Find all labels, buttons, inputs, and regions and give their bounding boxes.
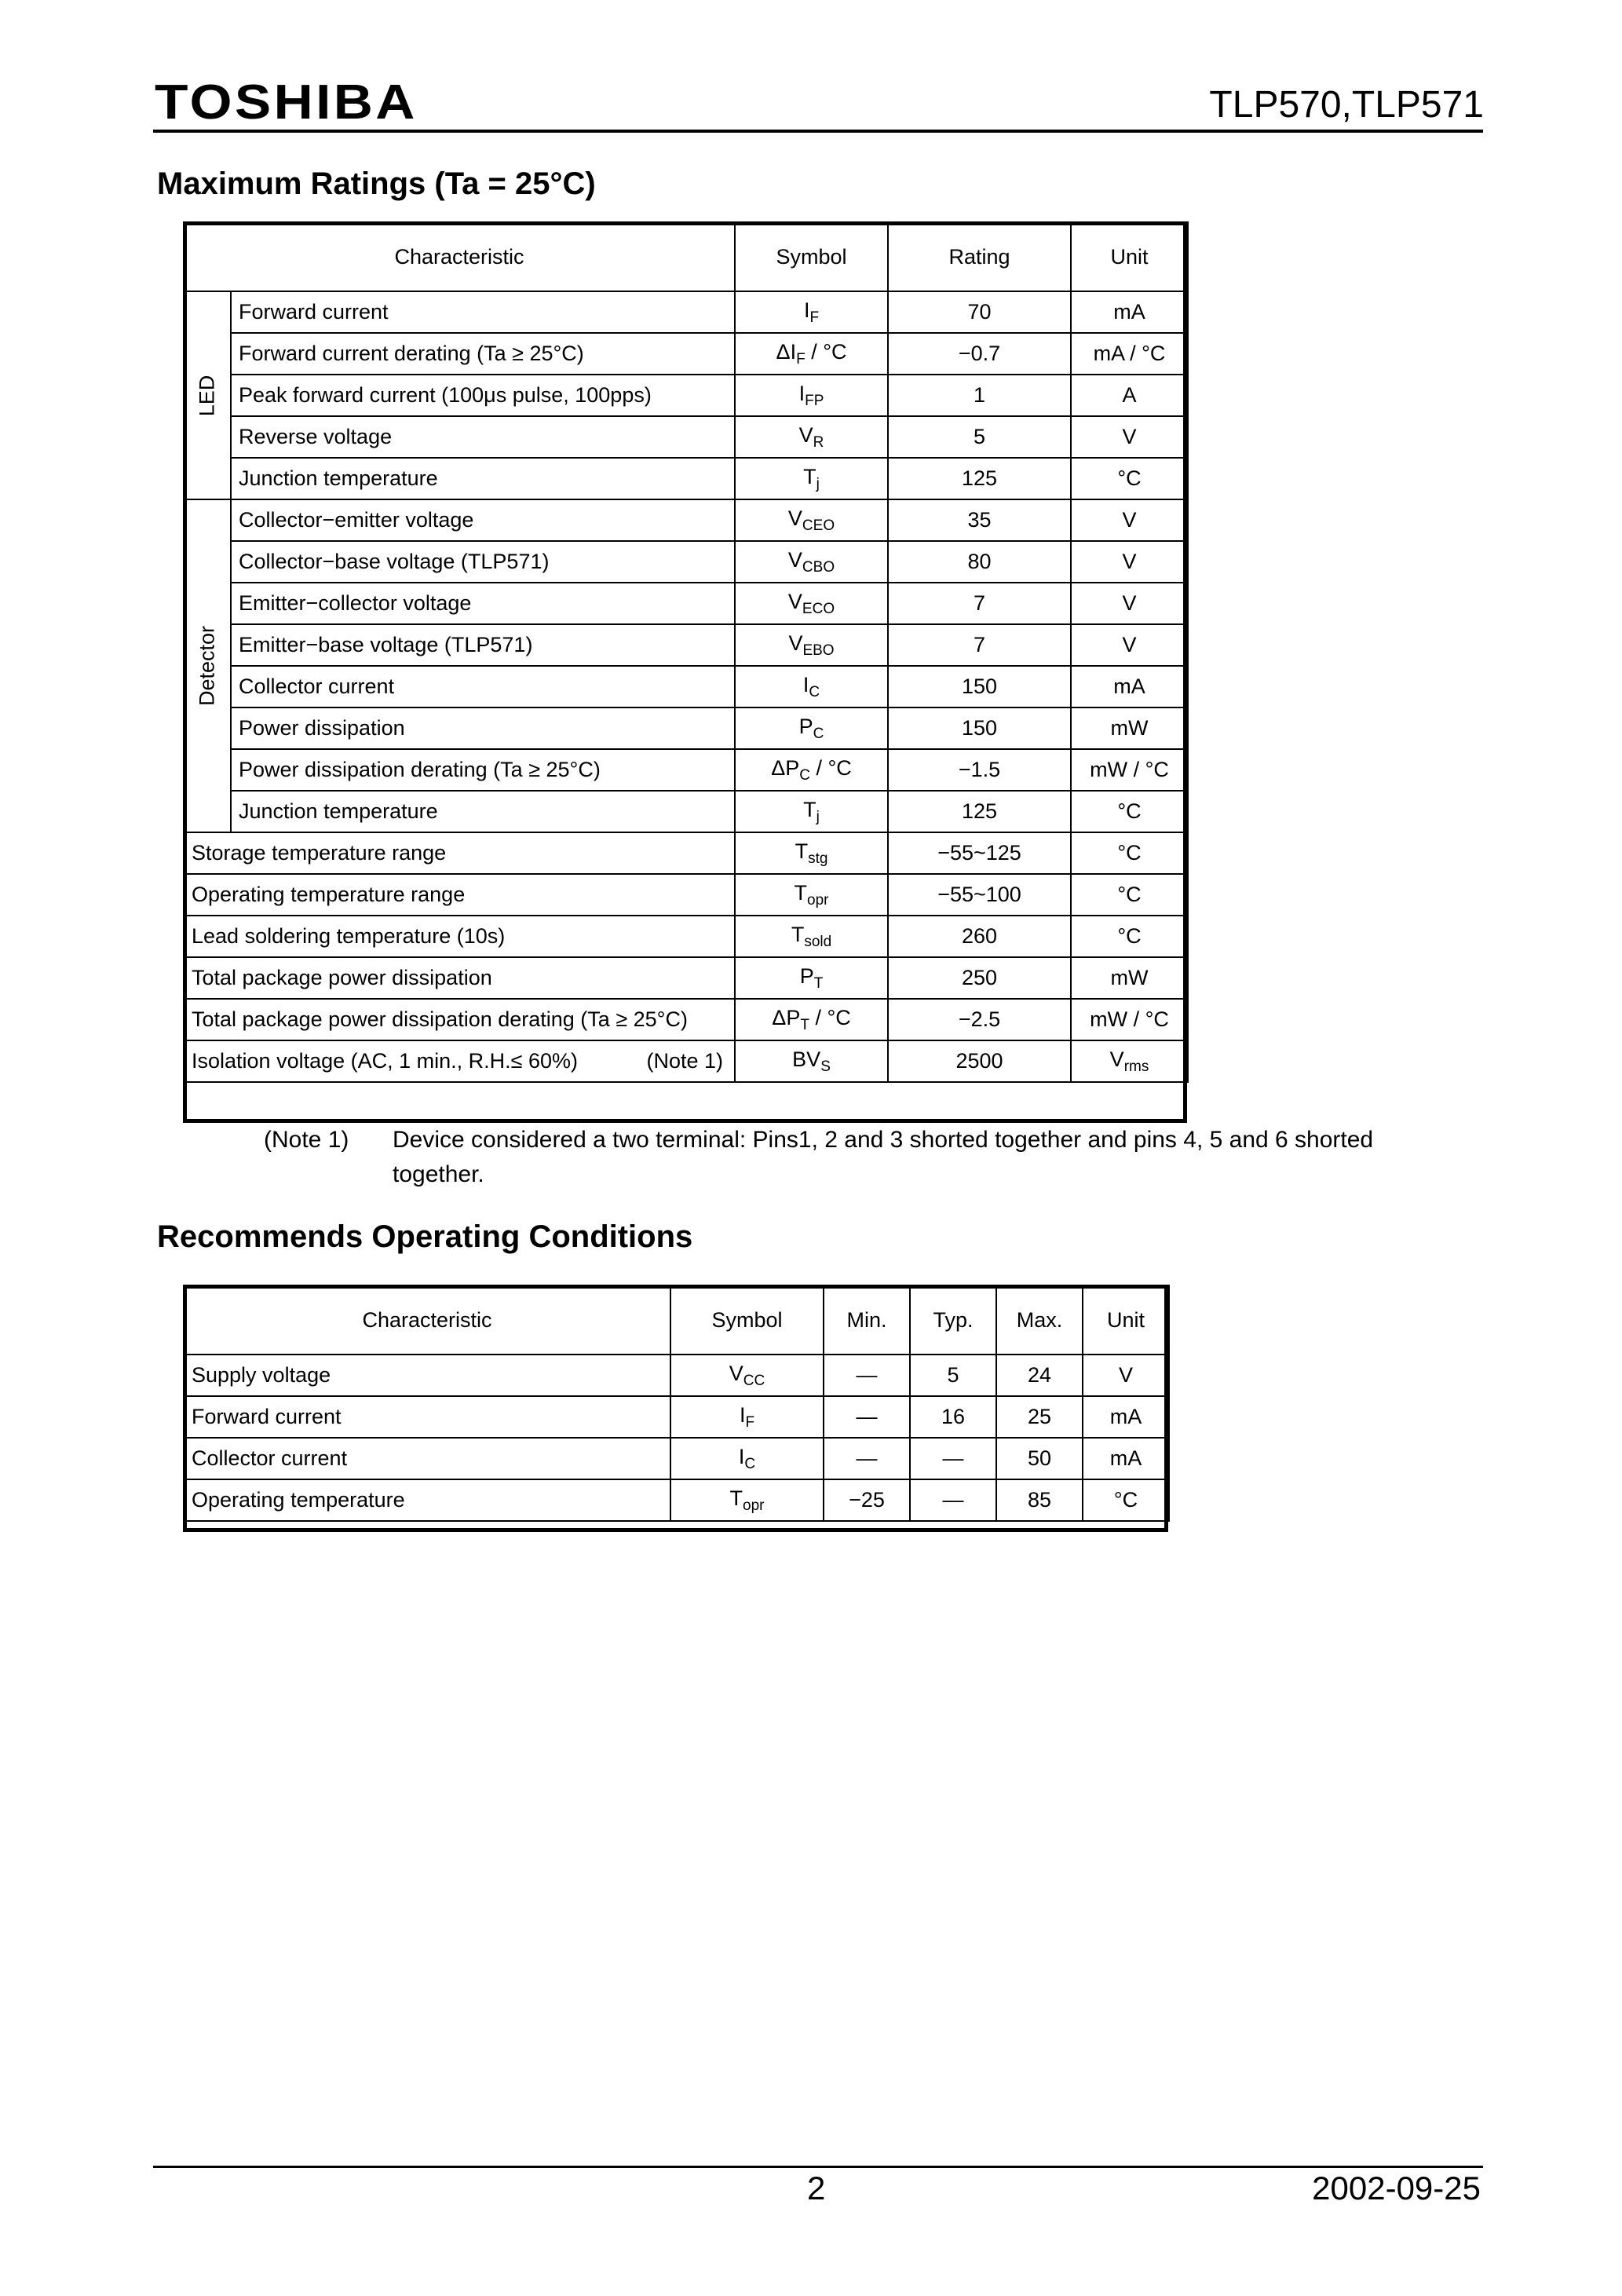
typ-cell: 16 bbox=[910, 1396, 996, 1438]
symbol-subscript: S bbox=[820, 1058, 831, 1075]
symbol-subscript: EBO bbox=[802, 642, 835, 659]
characteristic-cell bbox=[231, 666, 735, 707]
column-header: Symbol bbox=[670, 1285, 824, 1355]
symbol-base: ΔP bbox=[772, 1005, 801, 1029]
symbol-cell bbox=[735, 624, 888, 666]
symbol-base: I bbox=[802, 672, 809, 696]
symbol-subscript: F bbox=[796, 350, 806, 367]
unit-text: °C bbox=[1117, 924, 1142, 948]
unit-text: V bbox=[1122, 633, 1137, 656]
symbol-cell bbox=[735, 416, 888, 458]
characteristic-text: Forward current derating (Ta ≥ 25°C) bbox=[239, 342, 584, 365]
unit-cell: mA bbox=[1083, 1438, 1169, 1479]
rating-cell: 70 bbox=[888, 291, 1071, 333]
symbol-cell bbox=[735, 791, 888, 832]
max-cell: 50 bbox=[996, 1438, 1083, 1479]
symbol-subscript: F bbox=[809, 309, 820, 326]
rating-cell: 150 bbox=[888, 666, 1071, 707]
table-row bbox=[184, 1396, 1169, 1438]
note-reference: (Note 1) bbox=[646, 1049, 724, 1073]
operating-conditions-table bbox=[183, 1285, 1170, 1522]
symbol-subscript: T bbox=[800, 1016, 809, 1033]
characteristic-text: Collector−base voltage (TLP571) bbox=[239, 550, 550, 573]
symbol-base: BV bbox=[792, 1047, 821, 1071]
characteristic-text: Junction temperature bbox=[239, 466, 438, 490]
rating-cell: 125 bbox=[888, 458, 1071, 499]
rating-cell: 7 bbox=[888, 624, 1071, 666]
unit-text: mW bbox=[1110, 966, 1149, 989]
symbol-cell bbox=[735, 999, 888, 1040]
unit-cell bbox=[1071, 791, 1188, 832]
unit-text: mW / °C bbox=[1090, 758, 1169, 781]
symbol-cell bbox=[735, 707, 888, 749]
symbol-base: P bbox=[799, 963, 814, 988]
symbol-cell bbox=[735, 957, 888, 999]
column-header: Typ. bbox=[910, 1285, 996, 1355]
unit-cell bbox=[1071, 333, 1188, 375]
characteristic-text: Isolation voltage (AC, 1 min., R.H.≤ 60%) bbox=[192, 1049, 579, 1073]
rating-cell: −1.5 bbox=[888, 749, 1071, 791]
characteristic-cell bbox=[231, 541, 735, 583]
symbol-subscript: j bbox=[816, 808, 820, 825]
unit-text: mA bbox=[1113, 300, 1145, 324]
characteristic-cell bbox=[231, 499, 735, 541]
symbol-base: I bbox=[739, 1402, 746, 1427]
unit-cell bbox=[1071, 749, 1188, 791]
characteristic-cell: Operating temperature bbox=[184, 1479, 670, 1521]
symbol-subscript: T bbox=[813, 974, 824, 992]
rating-cell: 2500 bbox=[888, 1040, 1071, 1082]
characteristic-cell bbox=[231, 458, 735, 499]
document-title: TLP570,TLP571 bbox=[1209, 84, 1484, 126]
max-cell: 24 bbox=[996, 1355, 1083, 1396]
rating-cell: −55~100 bbox=[888, 874, 1071, 916]
symbol-suffix: / °C bbox=[809, 1005, 851, 1029]
characteristic-cell: Forward current bbox=[184, 1396, 670, 1438]
rating-cell: 150 bbox=[888, 707, 1071, 749]
symbol-subscript: R bbox=[813, 433, 824, 451]
symbol-subscript: CC bbox=[743, 1372, 765, 1389]
symbol-base: V bbox=[798, 422, 813, 447]
symbol-base: T bbox=[794, 880, 808, 905]
symbol-cell bbox=[735, 832, 888, 874]
maximum-ratings-table bbox=[183, 221, 1189, 1083]
characteristic-cell bbox=[184, 832, 735, 874]
unit-cell: mA bbox=[1083, 1396, 1169, 1438]
table-row bbox=[184, 832, 1188, 874]
table-row bbox=[184, 499, 1188, 541]
column-header: Max. bbox=[996, 1285, 1083, 1355]
rating-cell: 35 bbox=[888, 499, 1071, 541]
unit-cell: V bbox=[1083, 1355, 1169, 1396]
page-number: 2 bbox=[807, 2170, 826, 2206]
note-text: Device considered a two terminal: Pins1, 2 and 3 shorted together and pins 4, 5 and 6 shorted together. bbox=[393, 1127, 1374, 1187]
unit-cell: °C bbox=[1083, 1479, 1169, 1521]
column-header: Symbol bbox=[735, 222, 888, 291]
symbol-subscript: F bbox=[745, 1413, 755, 1431]
footer-rule bbox=[153, 2166, 1483, 2168]
symbol-cell bbox=[735, 874, 888, 916]
characteristic-text: Power dissipation bbox=[239, 716, 405, 740]
rating-cell: −0.7 bbox=[888, 333, 1071, 375]
unit-cell bbox=[1071, 416, 1188, 458]
symbol-subscript: ECO bbox=[802, 600, 835, 617]
symbol-base: V bbox=[787, 589, 802, 613]
symbol-cell bbox=[735, 375, 888, 416]
characteristic-text: Forward current bbox=[239, 300, 389, 324]
table-row bbox=[184, 541, 1188, 583]
unit-text: °C bbox=[1117, 841, 1142, 865]
table-row bbox=[184, 624, 1188, 666]
unit-text: V bbox=[1122, 550, 1137, 573]
column-header: Rating bbox=[888, 222, 1071, 291]
unit-text: mA / °C bbox=[1093, 342, 1166, 365]
characteristic-text: Emitter−collector voltage bbox=[239, 591, 472, 615]
table-row bbox=[184, 707, 1188, 749]
table-row bbox=[184, 874, 1188, 916]
symbol-subscript: stg bbox=[808, 850, 828, 867]
characteristic-cell bbox=[231, 791, 735, 832]
unit-text: V bbox=[1109, 1047, 1124, 1071]
symbol-subscript: C bbox=[799, 766, 810, 784]
symbol-base: I bbox=[803, 298, 810, 322]
characteristic-cell bbox=[231, 583, 735, 624]
unit-cell bbox=[1071, 375, 1188, 416]
characteristic-text: Collector−emitter voltage bbox=[239, 508, 474, 532]
characteristic-cell bbox=[184, 916, 735, 957]
symbol-base: T bbox=[729, 1486, 743, 1510]
rating-cell: 250 bbox=[888, 957, 1071, 999]
unit-cell bbox=[1071, 999, 1188, 1040]
unit-text: mW / °C bbox=[1090, 1007, 1169, 1031]
table-row bbox=[184, 333, 1188, 375]
rating-cell: −55~125 bbox=[888, 832, 1071, 874]
characteristic-cell bbox=[231, 624, 735, 666]
characteristic-cell bbox=[184, 1040, 735, 1082]
column-header: Characteristic bbox=[184, 222, 735, 291]
characteristic-cell bbox=[231, 375, 735, 416]
toshiba-logo: TOSHIBA bbox=[155, 75, 418, 130]
rating-cell: 7 bbox=[888, 583, 1071, 624]
symbol-base: V bbox=[788, 631, 803, 655]
symbol-suffix: / °C bbox=[805, 339, 847, 364]
unit-text: V bbox=[1122, 425, 1137, 448]
min-cell: −25 bbox=[824, 1479, 910, 1521]
table-header-row bbox=[184, 222, 1188, 291]
characteristic-text: Total package power dissipation derating (Ta ≥ 25°C) bbox=[192, 1007, 688, 1031]
characteristic-cell bbox=[231, 333, 735, 375]
unit-cell bbox=[1071, 1040, 1188, 1082]
symbol-base: ΔI bbox=[776, 339, 797, 364]
characteristic-text: Storage temperature range bbox=[192, 841, 447, 865]
unit-cell bbox=[1071, 458, 1188, 499]
unit-text: °C bbox=[1117, 799, 1142, 823]
table-row bbox=[184, 458, 1188, 499]
symbol-subscript: CEO bbox=[802, 517, 835, 534]
symbol-base: I bbox=[738, 1444, 745, 1468]
header-rule bbox=[153, 130, 1483, 133]
unit-cell bbox=[1071, 666, 1188, 707]
group-label: Detector bbox=[195, 625, 219, 707]
unit-subscript: rms bbox=[1123, 1058, 1149, 1075]
rating-cell: 5 bbox=[888, 416, 1071, 458]
symbol-base: T bbox=[803, 797, 816, 821]
table-row bbox=[184, 916, 1188, 957]
characteristic-text: Power dissipation derating (Ta ≥ 25°C) bbox=[239, 758, 601, 781]
symbol-cell bbox=[735, 333, 888, 375]
typ-cell: 5 bbox=[910, 1355, 996, 1396]
table-row bbox=[184, 583, 1188, 624]
unit-cell bbox=[1071, 291, 1188, 333]
rating-cell: 125 bbox=[888, 791, 1071, 832]
characteristic-text: Total package power dissipation bbox=[192, 966, 492, 989]
symbol-cell bbox=[735, 916, 888, 957]
characteristic-text: Collector current bbox=[239, 675, 395, 698]
symbol-subscript: C bbox=[813, 725, 824, 742]
symbol-base: V bbox=[787, 547, 802, 572]
min-cell: — bbox=[824, 1396, 910, 1438]
symbol-base: I bbox=[798, 381, 806, 405]
unit-cell bbox=[1071, 707, 1188, 749]
rating-cell: −2.5 bbox=[888, 999, 1071, 1040]
characteristic-cell: Collector current bbox=[184, 1438, 670, 1479]
symbol-base: T bbox=[795, 839, 809, 863]
section-title-operating-conditions: Recommends Operating Conditions bbox=[157, 1219, 693, 1254]
symbol-subscript: CBO bbox=[802, 558, 835, 576]
unit-text: °C bbox=[1117, 466, 1142, 490]
symbol-cell bbox=[735, 291, 888, 333]
table-header-row bbox=[184, 1285, 1169, 1355]
unit-cell bbox=[1071, 832, 1188, 874]
symbol-cell bbox=[735, 1040, 888, 1082]
unit-text: A bbox=[1122, 383, 1137, 407]
symbol-base: ΔP bbox=[771, 755, 800, 780]
characteristic-cell bbox=[184, 874, 735, 916]
column-header: Min. bbox=[824, 1285, 910, 1355]
symbol-cell bbox=[670, 1396, 824, 1438]
table-row bbox=[184, 1438, 1169, 1479]
column-header: Unit bbox=[1083, 1285, 1169, 1355]
unit-cell bbox=[1071, 499, 1188, 541]
table-row bbox=[184, 1479, 1169, 1521]
note-label: (Note 1) bbox=[264, 1127, 349, 1153]
symbol-subscript: C bbox=[744, 1455, 756, 1472]
symbol-base: T bbox=[803, 464, 816, 488]
section-title-maximum-ratings: Maximum Ratings (Ta = 25°C) bbox=[157, 166, 596, 201]
group-label: LED bbox=[195, 375, 219, 416]
characteristic-cell bbox=[231, 707, 735, 749]
unit-cell bbox=[1071, 874, 1188, 916]
symbol-cell bbox=[735, 458, 888, 499]
unit-cell bbox=[1071, 624, 1188, 666]
symbol-subscript: sold bbox=[804, 933, 832, 950]
typ-cell: — bbox=[910, 1438, 996, 1479]
unit-text: V bbox=[1122, 591, 1137, 615]
symbol-cell bbox=[735, 583, 888, 624]
characteristic-text: Peak forward current (100μs pulse, 100pps) bbox=[239, 383, 652, 407]
symbol-base: P bbox=[798, 714, 813, 738]
table-row bbox=[184, 1040, 1188, 1082]
symbol-subscript: opr bbox=[743, 1497, 765, 1514]
table-row bbox=[184, 749, 1188, 791]
symbol-cell bbox=[670, 1355, 824, 1396]
symbol-cell bbox=[670, 1438, 824, 1479]
characteristic-text: Junction temperature bbox=[239, 799, 438, 823]
characteristic-cell bbox=[231, 291, 735, 333]
unit-text: mW bbox=[1110, 716, 1149, 740]
rating-cell: 260 bbox=[888, 916, 1071, 957]
symbol-base: T bbox=[791, 922, 805, 946]
table-row bbox=[184, 666, 1188, 707]
unit-text: mA bbox=[1113, 675, 1145, 698]
characteristic-text: Operating temperature range bbox=[192, 883, 466, 906]
table-row bbox=[184, 957, 1188, 999]
symbol-base: V bbox=[729, 1361, 743, 1385]
typ-cell: — bbox=[910, 1479, 996, 1521]
unit-cell bbox=[1071, 583, 1188, 624]
table-row bbox=[184, 999, 1188, 1040]
table-row bbox=[184, 375, 1188, 416]
symbol-suffix: / °C bbox=[810, 755, 852, 780]
rating-cell: 1 bbox=[888, 375, 1071, 416]
characteristic-cell: Supply voltage bbox=[184, 1355, 670, 1396]
symbol-cell bbox=[735, 499, 888, 541]
unit-text: V bbox=[1122, 508, 1137, 532]
symbol-subscript: FP bbox=[805, 392, 824, 409]
symbol-cell bbox=[670, 1479, 824, 1521]
symbol-cell bbox=[735, 541, 888, 583]
symbol-base: V bbox=[787, 506, 802, 530]
symbol-subscript: opr bbox=[807, 891, 829, 909]
group-detector bbox=[184, 499, 231, 832]
symbol-cell bbox=[735, 749, 888, 791]
max-cell: 25 bbox=[996, 1396, 1083, 1438]
symbol-subscript: C bbox=[809, 683, 820, 700]
unit-cell bbox=[1071, 541, 1188, 583]
table-row bbox=[184, 416, 1188, 458]
column-header: Characteristic bbox=[184, 1285, 670, 1355]
characteristic-text: Emitter−base voltage (TLP571) bbox=[239, 633, 533, 656]
characteristic-cell bbox=[231, 749, 735, 791]
rating-cell: 80 bbox=[888, 541, 1071, 583]
document-date: 2002-09-25 bbox=[1312, 2170, 1481, 2206]
column-header: Unit bbox=[1071, 222, 1188, 291]
characteristic-text: Reverse voltage bbox=[239, 425, 393, 448]
unit-cell bbox=[1071, 957, 1188, 999]
characteristic-text: Lead soldering temperature (10s) bbox=[192, 924, 506, 948]
unit-cell bbox=[1071, 916, 1188, 957]
symbol-cell bbox=[735, 666, 888, 707]
unit-text: °C bbox=[1117, 883, 1142, 906]
symbol-subscript: j bbox=[816, 475, 820, 492]
table-row bbox=[184, 291, 1188, 333]
characteristic-cell bbox=[184, 999, 735, 1040]
group-led bbox=[184, 291, 231, 499]
min-cell: — bbox=[824, 1438, 910, 1479]
max-cell: 85 bbox=[996, 1479, 1083, 1521]
characteristic-cell bbox=[231, 416, 735, 458]
min-cell: — bbox=[824, 1355, 910, 1396]
characteristic-cell bbox=[184, 957, 735, 999]
table-row bbox=[184, 1355, 1169, 1396]
table-row bbox=[184, 791, 1188, 832]
